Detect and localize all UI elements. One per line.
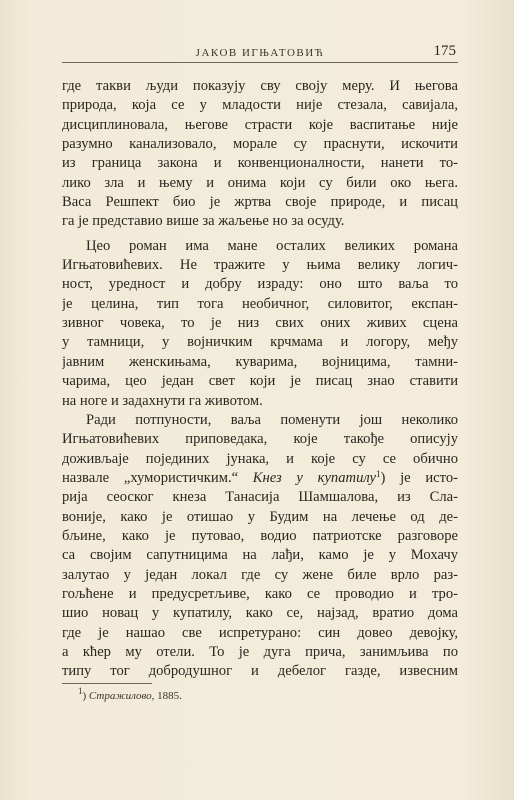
text-line: типу тог добродушног и дебелог газде, извесним	[62, 663, 458, 680]
text-line: гољћене и предусретљиве, како се проводио и тро-	[62, 585, 458, 602]
text-line: ност, уредност и добру израду: оно што ваља то	[62, 276, 458, 293]
text-line: је целина, тип тога необичног, силовитог, експан-	[62, 295, 458, 312]
text-line: зивног човека, то је низ свих оних живих сцена	[62, 315, 458, 332]
paragraph-1	[62, 77, 458, 232]
text-line: лико зла и њему и онима који су били око њега.	[62, 174, 458, 191]
text-line: где такви људи показују сву своју меру. И његова	[62, 78, 458, 94]
text-line: залутао у један локал где су жене биле врло раз-	[62, 566, 458, 583]
footnote-divider	[62, 683, 152, 684]
text-line: бљине, како је путовао, водио патриотске разговоре	[62, 527, 458, 544]
text-line: Васа Решпект био је жртва своје природе, и писац	[62, 194, 458, 211]
text-line: Ради потпуности, ваља поменути још неколико	[86, 411, 458, 428]
footnote-marker: 1	[78, 686, 83, 696]
footnote-source: Стражилово	[88, 690, 152, 702]
text-line: рија сеоског кнеза Танасија Шамшалова, из Сла-	[62, 489, 458, 506]
footnote-year: , 1885.	[151, 690, 182, 702]
running-title: ЈАКОВ ИГЊАТОВИЋ	[195, 47, 325, 59]
text-line: Цео роман има мане осталих великих романа	[86, 237, 458, 254]
page-header	[62, 40, 458, 63]
text-line: на ноге и задахнути га животом.	[62, 392, 263, 409]
page-number: 175	[433, 43, 456, 59]
paragraph-3	[62, 411, 458, 682]
text-line-quote: назвале „хумористичким.“ Кнез у купатилу$^1$) је исто-	[62, 468, 458, 486]
text-line: у тамници, у војничким крчмама и логору, међу	[62, 334, 458, 351]
text-line: доживљаје појединих јунака, и које су се обично	[62, 450, 458, 467]
text-line: природа, која се у младости није стезала, савијала,	[62, 97, 458, 114]
footnote-ref: 1	[376, 468, 381, 479]
text-line: шио новац у купатилу, како се, најзад, вратио дома	[62, 605, 458, 622]
text-line: са својим сапутницима на лађи, камо је у Мохачу	[62, 547, 458, 564]
text-line: га је представио више за жаљење но за осуду.	[62, 213, 345, 230]
text-line: воније, како је отишао у Будим на лечење од де-	[62, 508, 458, 525]
text-line: из граница закона и конвенционалности, нанети то-	[62, 155, 458, 172]
text-line: Игњатовићевих приповедака, које такође описују	[62, 431, 458, 448]
footnote: $^1$) Стражилово, 1885.	[78, 686, 182, 702]
text-line: чарима, цео један свет који је писац знао ставити	[62, 373, 458, 390]
text-line: где је нашао све испретурано: син довео девојку,	[62, 624, 458, 641]
text-line: јавним женскињама, куварима, војницима, тамни-	[62, 353, 458, 370]
paragraph-2	[62, 237, 458, 411]
text-line: дисциплиновала, његове страсти које васпитање није	[62, 116, 458, 133]
body-text	[62, 77, 458, 682]
text-line: Игњатовићевих. Не тражите у њима велику логич-	[62, 257, 458, 274]
text-line: а кћер му отели. То је дуга прича, занимљива по	[62, 643, 458, 660]
text-line: разумно канализовало, морале су праснути, искочити	[62, 136, 458, 153]
story-title: Кнез у купатилу	[252, 469, 377, 486]
